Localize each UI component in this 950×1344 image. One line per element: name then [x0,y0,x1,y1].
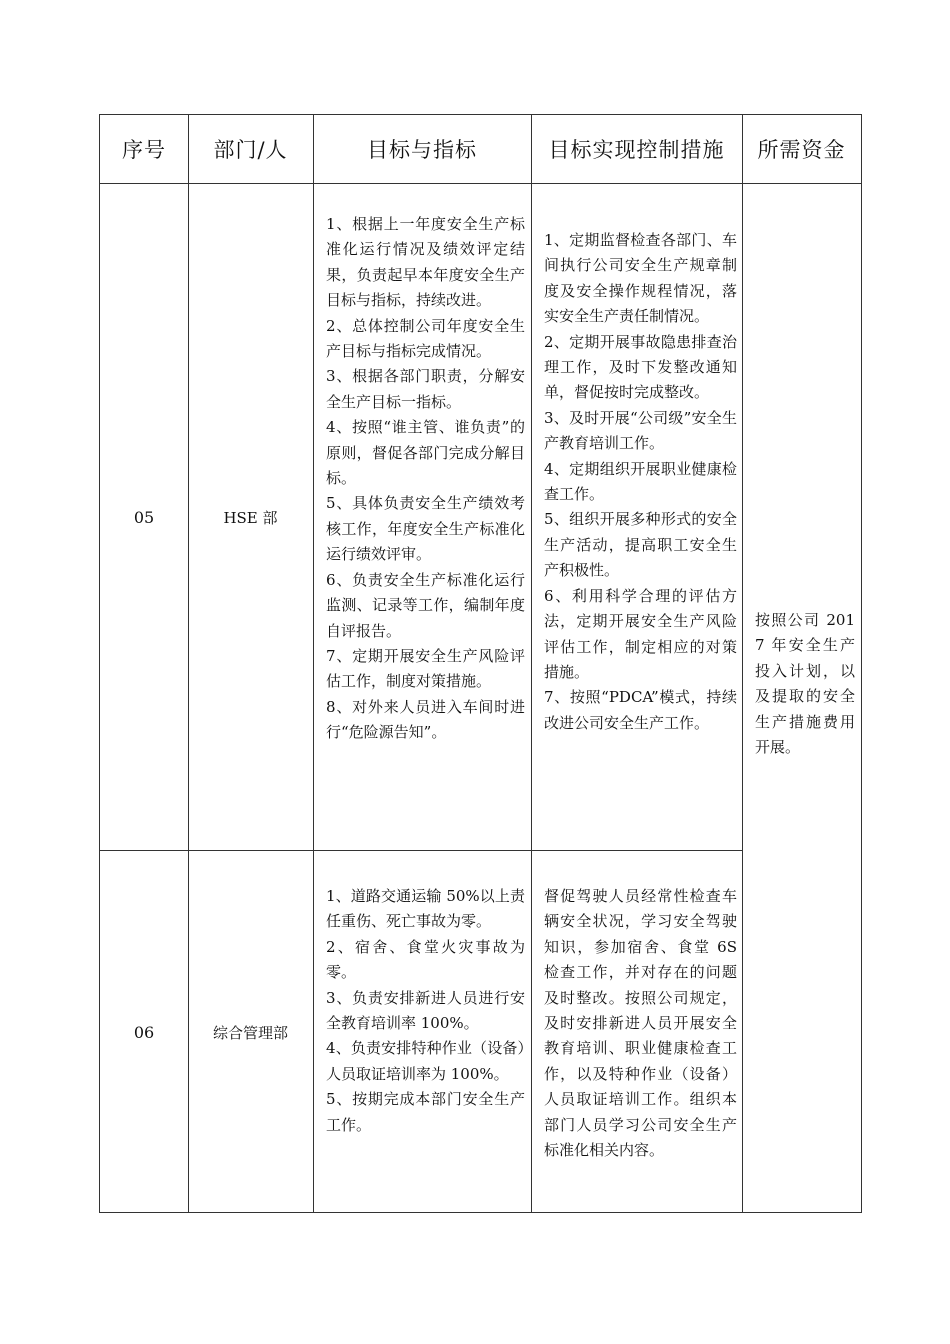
measure-item: 6、利用科学合理的评估方法，定期开展安全生产风险评估工作，制定相应的对策措施。 [544,586,737,681]
row-06-dept: 综合管理部 [212,1023,288,1042]
row-06-goals [326,884,525,1138]
row-06-measures [544,884,737,1163]
goal-item: 4、按照“谁主管、谁负责”的原则，督促各部门完成分解目标。 [326,418,525,488]
funds-text: 按照公司 2017 年安全生产投入计划，以及提取的安全生产措施费用开展。 [755,611,855,757]
goal-item: 7、定期开展安全生产风险评估工作，制度对策措施。 [326,646,525,691]
measure-item: 5、组织开展多种形式的安全生产活动，提高职工安全生产积极性。 [544,510,737,580]
header-seq: 序号 [122,138,166,162]
goal-item: 3、负责安排新进人员进行安全教育培训率 100%。 [326,988,525,1033]
row-06-seq: 06 [133,1022,155,1042]
row-05-dept: HSE 部 [223,508,278,527]
goal-item: 6、负责安全生产标准化运行监测、记录等工作，编制年度自评报告。 [326,570,525,640]
measure-item: 督促驾驶人员经常性检查车辆安全状况，学习安全驾驶知识，参加宿舍、食堂 6S 检查工作，并对存在的问题及时整改。按照公司规定，及时安排新进人员开展安全教育培训、职业健康检查工作，以及特种作业（设备）人员取证培训工作。组织本部门人员学习公司安全生产标准化相关内容。 [544,887,737,1160]
header-goals: 目标与指标 [367,138,477,162]
target-table [99,114,862,1213]
row-05-goals [326,212,525,746]
header-measures: 目标实现控制措施 [548,138,725,162]
column-divider [531,115,532,1212]
row-05-seq: 05 [133,507,155,527]
goal-item: 4、负责安排特种作业（设备）人员取证培训率为 100%。 [326,1039,525,1083]
column-divider [742,115,743,1212]
measure-item: 4、定期组织开展职业健康检查工作。 [544,459,737,504]
row-05-measures [544,228,737,736]
measure-item: 3、及时开展“公司级”安全生产教育培训工作。 [544,408,737,453]
header-dept: 部门/人 [213,138,288,162]
goal-item: 2、宿舍、食堂火灾事故为零。 [326,937,525,982]
goal-item: 2、总体控制公司年度安全生产目标与指标完成情况。 [326,316,525,361]
goal-item: 1、根据上一年度安全生产标准化运行情况及绩效评定结果，负责起早本年度安全生产目标与指标，持续改进。 [326,215,525,310]
goal-item: 3、根据各部门职责，分解安全生产目标一指标。 [326,367,525,411]
header-funds: 所需资金 [757,138,846,162]
measure-item: 1、定期监督检查各部门、车间执行公司安全生产规章制度及安全操作规程情况，落实安全生产责任制情况。 [544,231,737,326]
goal-item: 5、具体负责安全生产绩效考核工作，年度安全生产标准化运行绩效评审。 [326,494,525,564]
goal-item: 8、对外来人员进入车间时进行“危险源告知”。 [326,697,525,742]
column-divider [313,115,314,1212]
funds-cell [755,608,855,760]
measure-item: 2、定期开展事故隐患排查治理工作，及时下发整改通知单，督促按时完成整改。 [544,332,737,402]
measure-item: 7、按照“PDCA”模式，持续改进公司安全生产工作。 [544,688,737,732]
goal-item: 5、按期完成本部门安全生产工作。 [326,1090,525,1134]
goal-item: 1、道路交通运输 50%以上责任重伤、死亡事故为零。 [326,887,525,931]
